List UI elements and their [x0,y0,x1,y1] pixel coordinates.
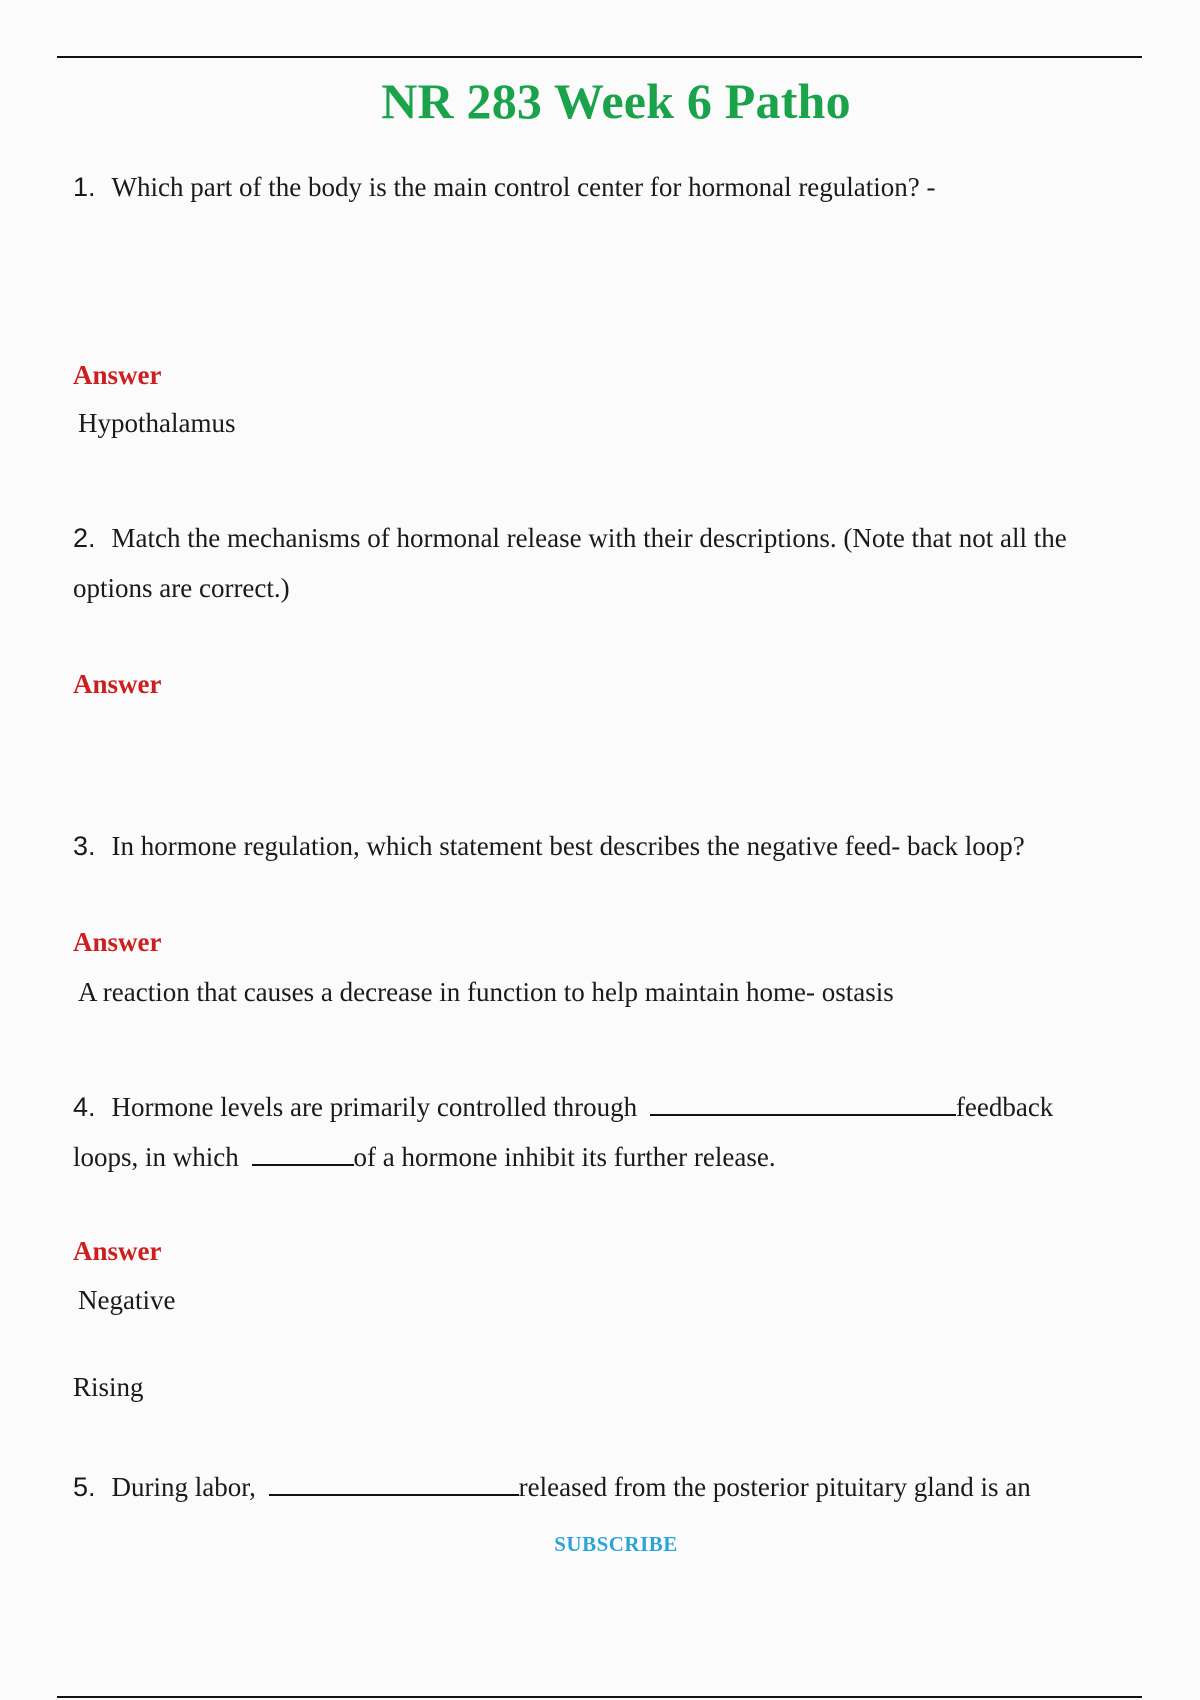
question-4 [73,1082,1133,1182]
question-4-number: 4. [73,1092,96,1122]
question-3-text: In hormone regulation, which statement best describes the negative feed- back loop? [111,831,1025,861]
answer-label-4: Answer [73,1236,162,1266]
subscribe-link[interactable]: SUBSCRIBE [554,1532,678,1556]
question-5-text-part1: During labor, [111,1472,256,1502]
answer-label-1: Answer [73,360,162,390]
question-3-number: 3. [73,831,96,861]
question-1 [73,162,1133,212]
question-2 [73,513,1133,613]
question-1-text: Which part of the body is the main control center for hormonal regulation? - [111,172,936,202]
top-rule [57,56,1142,58]
question-4-text-part4: of a hormone inhibit its further release. [353,1142,776,1172]
question-1-number: 1. [73,172,96,202]
question-4-text-part2: feedback [955,1092,1054,1122]
answer-1: Hypothalamus [78,408,236,438]
fill-blank [269,1472,519,1496]
document-title: NR 283 Week 6 Patho [381,73,851,129]
question-4-text-part3: loops, in which [73,1142,239,1172]
answer-4a: Negative [78,1285,176,1315]
question-5-number: 5. [73,1472,96,1502]
question-2-text-line2: options are correct.) [73,573,290,603]
fill-blank [252,1142,354,1166]
fill-blank [650,1092,956,1116]
question-2-text-line1: Match the mechanisms of hormonal release with their descriptions. (Note that not all the [111,523,1067,553]
answer-3: A reaction that causes a decrease in function to help maintain home- ostasis [78,977,894,1007]
question-5-text-part2: released from the posterior pituitary gland is an [518,1472,1031,1502]
answer-label-3: Answer [73,927,162,957]
answer-4b: Rising [73,1372,144,1402]
question-2-number: 2. [73,523,96,553]
bottom-rule [57,1696,1142,1698]
question-3 [73,821,1133,871]
question-5 [73,1462,1133,1512]
question-4-text-part1: Hormone levels are primarily controlled through [111,1092,638,1122]
answer-label-2: Answer [73,669,162,699]
